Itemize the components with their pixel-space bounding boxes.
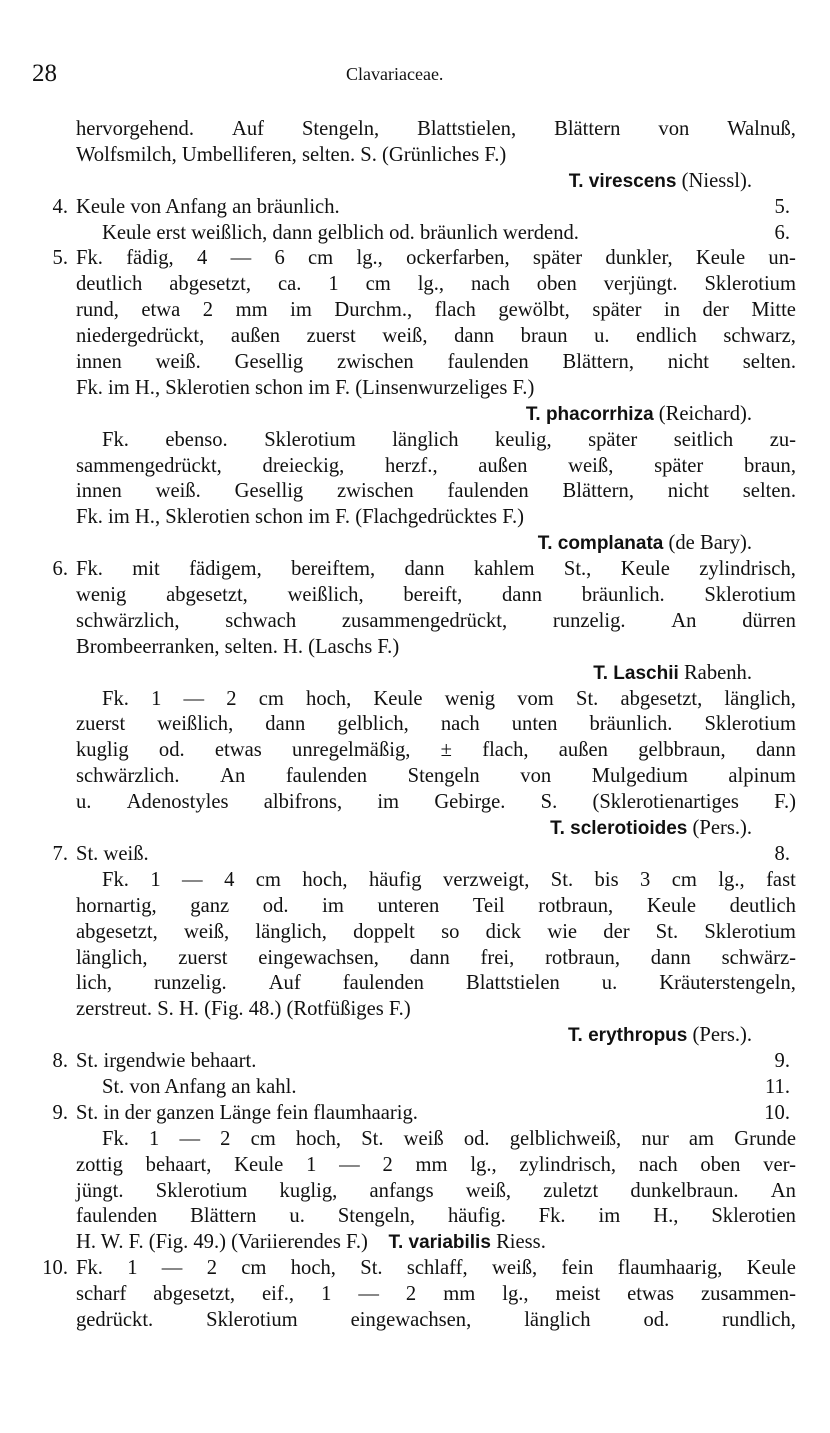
line-text: Fk. 1 — 2 cm hoch, St. schlaff, weiß, fein flaumhaarig, Keule bbox=[76, 1257, 796, 1280]
key-reference: 9. bbox=[774, 1050, 790, 1073]
line-text: schwärzlich, schwach zusammengedrückt, runzelig. An dürren bbox=[76, 609, 796, 632]
line-text: kuglig od. etwas unregelmäßig, ± flach, außen gelbbraun, dann bbox=[76, 739, 796, 762]
line-text: zuerst weißlich, dann gelblich, nach unten bräunlich. Sklerotium bbox=[76, 713, 796, 736]
text-line bbox=[30, 971, 796, 997]
key-couplet-number: 8. bbox=[52, 1050, 68, 1073]
key-couplet-number: 10. bbox=[42, 1257, 68, 1280]
page-number: 28 bbox=[32, 60, 57, 87]
text-line bbox=[30, 816, 796, 842]
key-couplet-number: 5. bbox=[52, 247, 68, 270]
line-text: Fk. 1 — 4 cm hoch, häufig verzweigt, St. bis 3 cm lg., fast bbox=[102, 868, 796, 891]
text-line bbox=[30, 195, 796, 221]
text-line bbox=[30, 997, 796, 1023]
text-line bbox=[30, 868, 796, 894]
line-text: Keule erst weißlich, dann gelblich od. bräunlich werdend. bbox=[102, 221, 579, 244]
text-line bbox=[30, 376, 796, 402]
text-line bbox=[30, 143, 796, 169]
text-line bbox=[30, 1256, 796, 1282]
species-name: T. erythropus (Pers.). bbox=[568, 1024, 752, 1047]
text-line bbox=[30, 531, 796, 557]
line-text: innen weiß. Gesellig zwischen faulenden Blättern, nicht selten. bbox=[76, 351, 796, 374]
text-line bbox=[30, 842, 796, 868]
line-text: Brombeerranken, selten. H. (Laschs F.) bbox=[76, 635, 400, 658]
line-text: hervorgehend. Auf Stengeln, Blattstielen, Blättern von Walnuß, bbox=[76, 118, 796, 140]
text-line bbox=[30, 402, 796, 428]
text-line bbox=[30, 583, 796, 609]
line-text: St. weiß. bbox=[76, 842, 149, 865]
key-reference: 10. bbox=[764, 1101, 790, 1124]
line-text: Fk. mit fädigem, bereiftem, dann kahlem St., Keule zylindrisch, bbox=[76, 558, 796, 581]
species-author: (Reichard). bbox=[658, 402, 752, 425]
text-line bbox=[30, 1049, 796, 1075]
text-line bbox=[30, 272, 796, 298]
text-line bbox=[30, 920, 796, 946]
line-text: Fk. im H., Sklerotien schon im F. (Linsenwurzeliges F.) bbox=[76, 376, 535, 399]
line-text: hornartig, ganz od. im unteren Teil rotbraun, Keule deutlich bbox=[76, 894, 796, 917]
species-name: T. virescens (Niessl). bbox=[568, 169, 752, 192]
text-line bbox=[30, 557, 796, 583]
text-line bbox=[30, 1282, 796, 1308]
text-line bbox=[30, 687, 796, 713]
line-text: Keule von Anfang an bräunlich. bbox=[76, 195, 340, 218]
page-header bbox=[28, 60, 798, 92]
text-line bbox=[30, 1023, 796, 1049]
species-author: Riess. bbox=[496, 1231, 546, 1254]
line-text: Wolfsmilch, Umbelliferen, selten. S. (Grünliches F.) bbox=[76, 143, 507, 166]
line-text: abgesetzt, weiß, länglich, doppelt so dick wie der St. Sklerotium bbox=[76, 920, 796, 943]
text-line bbox=[30, 1204, 796, 1230]
text-line bbox=[30, 117, 796, 143]
line-text: faulenden Blättern u. Stengeln, häufig. Fk. im H., Sklerotien bbox=[76, 1205, 796, 1228]
line-text: scharf abgesetzt, eif., 1 — 2 mm lg., meist etwas zusammen- bbox=[76, 1283, 796, 1306]
line-text: rund, etwa 2 mm im Durchm., flach gewölbt, später in der Mitte bbox=[76, 299, 796, 322]
key-text bbox=[30, 117, 796, 1334]
line-text: zerstreut. S. H. (Fig. 48.) (Rotfüßiges F.) bbox=[76, 998, 411, 1021]
species-author: (de Bary). bbox=[668, 532, 752, 555]
species-name: T. variabilis bbox=[388, 1232, 491, 1254]
text-line bbox=[30, 1075, 796, 1101]
line-text: sammengedrückt, dreieckig, herzf., außen weiß, später braun, bbox=[76, 454, 796, 477]
line-text: länglich, zuerst eingewachsen, dann frei, rotbraun, dann schwärz- bbox=[76, 946, 796, 969]
key-reference: 11. bbox=[765, 1075, 790, 1098]
key-couplet-number: 4. bbox=[52, 195, 68, 218]
line-text: St. irgendwie behaart. bbox=[76, 1050, 257, 1073]
text-line bbox=[30, 1308, 796, 1334]
line-text: Fk. im H., Sklerotien schon im F. (Flachgedrücktes F.) bbox=[76, 506, 525, 529]
text-line bbox=[30, 298, 796, 324]
text-line bbox=[30, 479, 796, 505]
text-line bbox=[30, 1127, 796, 1153]
species-name: T. complanata (de Bary). bbox=[537, 532, 752, 555]
key-couplet-number: 7. bbox=[52, 842, 68, 865]
line-text: St. von Anfang an kahl. bbox=[102, 1075, 297, 1098]
line-text: innen weiß. Gesellig zwischen faulenden Blättern, nicht selten. bbox=[76, 480, 796, 503]
key-reference: 6. bbox=[774, 221, 790, 244]
text-line bbox=[30, 169, 796, 195]
line-text: deutlich abgesetzt, ca. 1 cm lg., nach oben verjüngt. Sklerotium bbox=[76, 273, 796, 296]
line-text: St. in der ganzen Länge fein flaumhaarig. bbox=[76, 1101, 418, 1124]
text-line bbox=[30, 712, 796, 738]
text-line bbox=[30, 350, 796, 376]
text-line bbox=[30, 246, 796, 272]
text-line bbox=[30, 221, 796, 247]
key-couplet-number: 9. bbox=[52, 1101, 68, 1124]
key-couplet-number: 6. bbox=[52, 558, 68, 581]
line-text: Fk. 1 — 2 cm hoch, Keule wenig vom St. abgesetzt, länglich, bbox=[102, 687, 796, 710]
text-line bbox=[30, 946, 796, 972]
text-line bbox=[30, 454, 796, 480]
line-text: wenig abgesetzt, weißlich, bereift, dann bräunlich. Sklerotium bbox=[76, 584, 796, 607]
text-line bbox=[30, 894, 796, 920]
text-line bbox=[30, 1153, 796, 1179]
line-text: lich, runzelig. Auf faulenden Blattstielen u. Kräuterstengeln, bbox=[76, 972, 796, 995]
text-line bbox=[30, 324, 796, 350]
running-head: Clavariaceae. bbox=[346, 64, 444, 84]
species-author: Rabenh. bbox=[683, 661, 752, 684]
text-line bbox=[30, 609, 796, 635]
line-text: u. Adenostyles albifrons, im Gebirge. S. (Sklerotienartiges F.) bbox=[76, 791, 796, 814]
text-line bbox=[30, 1179, 796, 1205]
line-text: gedrückt. Sklerotium eingewachsen, länglich od. rundlich, bbox=[76, 1308, 796, 1331]
text-line bbox=[30, 764, 796, 790]
line-text: jüngt. Sklerotium kuglig, anfangs weiß, zuletzt dunkelbraun. An bbox=[76, 1179, 796, 1202]
species-author: (Niessl). bbox=[681, 169, 752, 192]
species-author: (Pers.). bbox=[692, 817, 752, 840]
text-line bbox=[30, 1101, 796, 1127]
line-text: H. W. F. (Fig. 49.) (Variierendes F.) T. variabilis Riess. bbox=[76, 1231, 546, 1254]
text-line bbox=[30, 428, 796, 454]
text-line bbox=[30, 790, 796, 816]
key-reference: 5. bbox=[774, 195, 790, 218]
species-name: T. Laschii Rabenh. bbox=[593, 661, 752, 684]
species-author: (Pers.). bbox=[692, 1024, 752, 1047]
text-line bbox=[30, 505, 796, 531]
line-text: zottig behaart, Keule 1 — 2 mm lg., zylindrisch, nach oben ver- bbox=[76, 1153, 796, 1176]
text-line bbox=[30, 738, 796, 764]
species-name: T. sclerotioides (Pers.). bbox=[550, 817, 752, 840]
text-line bbox=[30, 661, 796, 687]
line-text: Fk. ebenso. Sklerotium länglich keulig, später seitlich zu- bbox=[102, 428, 796, 451]
text-line bbox=[30, 635, 796, 661]
line-text: schwärzlich. An faulenden Stengeln von Mulgedium alpinum bbox=[76, 765, 796, 788]
line-text: Fk. fädig, 4 — 6 cm lg., ockerfarben, später dunkler, Keule un- bbox=[76, 247, 796, 270]
line-text: niedergedrückt, außen zuerst weiß, dann braun u. endlich schwarz, bbox=[76, 325, 796, 348]
species-name: T. phacorrhiza (Reichard). bbox=[525, 402, 752, 425]
key-reference: 8. bbox=[774, 842, 790, 865]
line-text: Fk. 1 — 2 cm hoch, St. weiß od. gelblichweiß, nur am Grunde bbox=[102, 1127, 796, 1150]
text-line bbox=[30, 1230, 796, 1256]
